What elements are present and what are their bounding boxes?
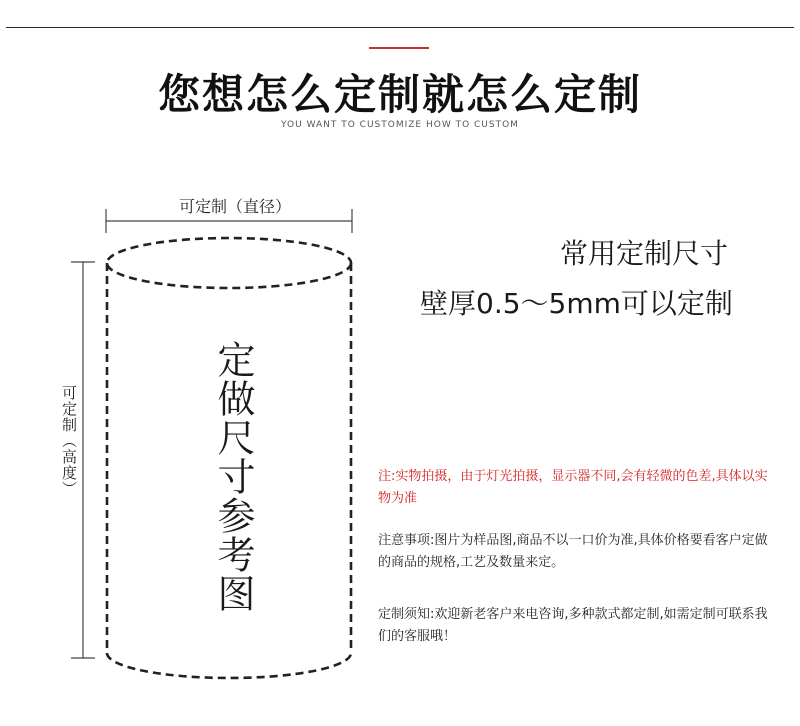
page-subtitle: YOU WANT TO CUSTOMIZE HOW TO CUSTOM bbox=[281, 120, 519, 130]
diameter-label: 可定制（直径） bbox=[178, 197, 291, 216]
reference-image-label: 定做尺寸参考图 bbox=[211, 340, 255, 613]
common-size-heading: 常用定制尺寸 bbox=[560, 237, 729, 270]
wall-thickness-text: 壁厚0.5～5mm可以定制 bbox=[420, 287, 733, 320]
custom-notice: 定制须知:欢迎新老客户来电咨询,多种款式都定制,如需定制可联系我们的客服哦！ bbox=[378, 607, 768, 644]
photo-color-note: 注:实物拍摄，由于灯光拍摄，显示器不同,会有轻微的色差,具体以实物为准 bbox=[378, 469, 768, 506]
attention-note: 注意事项:图片为样品图,商品不以一口价为准,具体价格要看客户定做的商品的规格,工艺及数量来定。 bbox=[378, 533, 768, 570]
page-title: 您想怎么定制就怎么定制 bbox=[157, 70, 642, 119]
height-label: 可定制（高度） bbox=[60, 385, 78, 497]
